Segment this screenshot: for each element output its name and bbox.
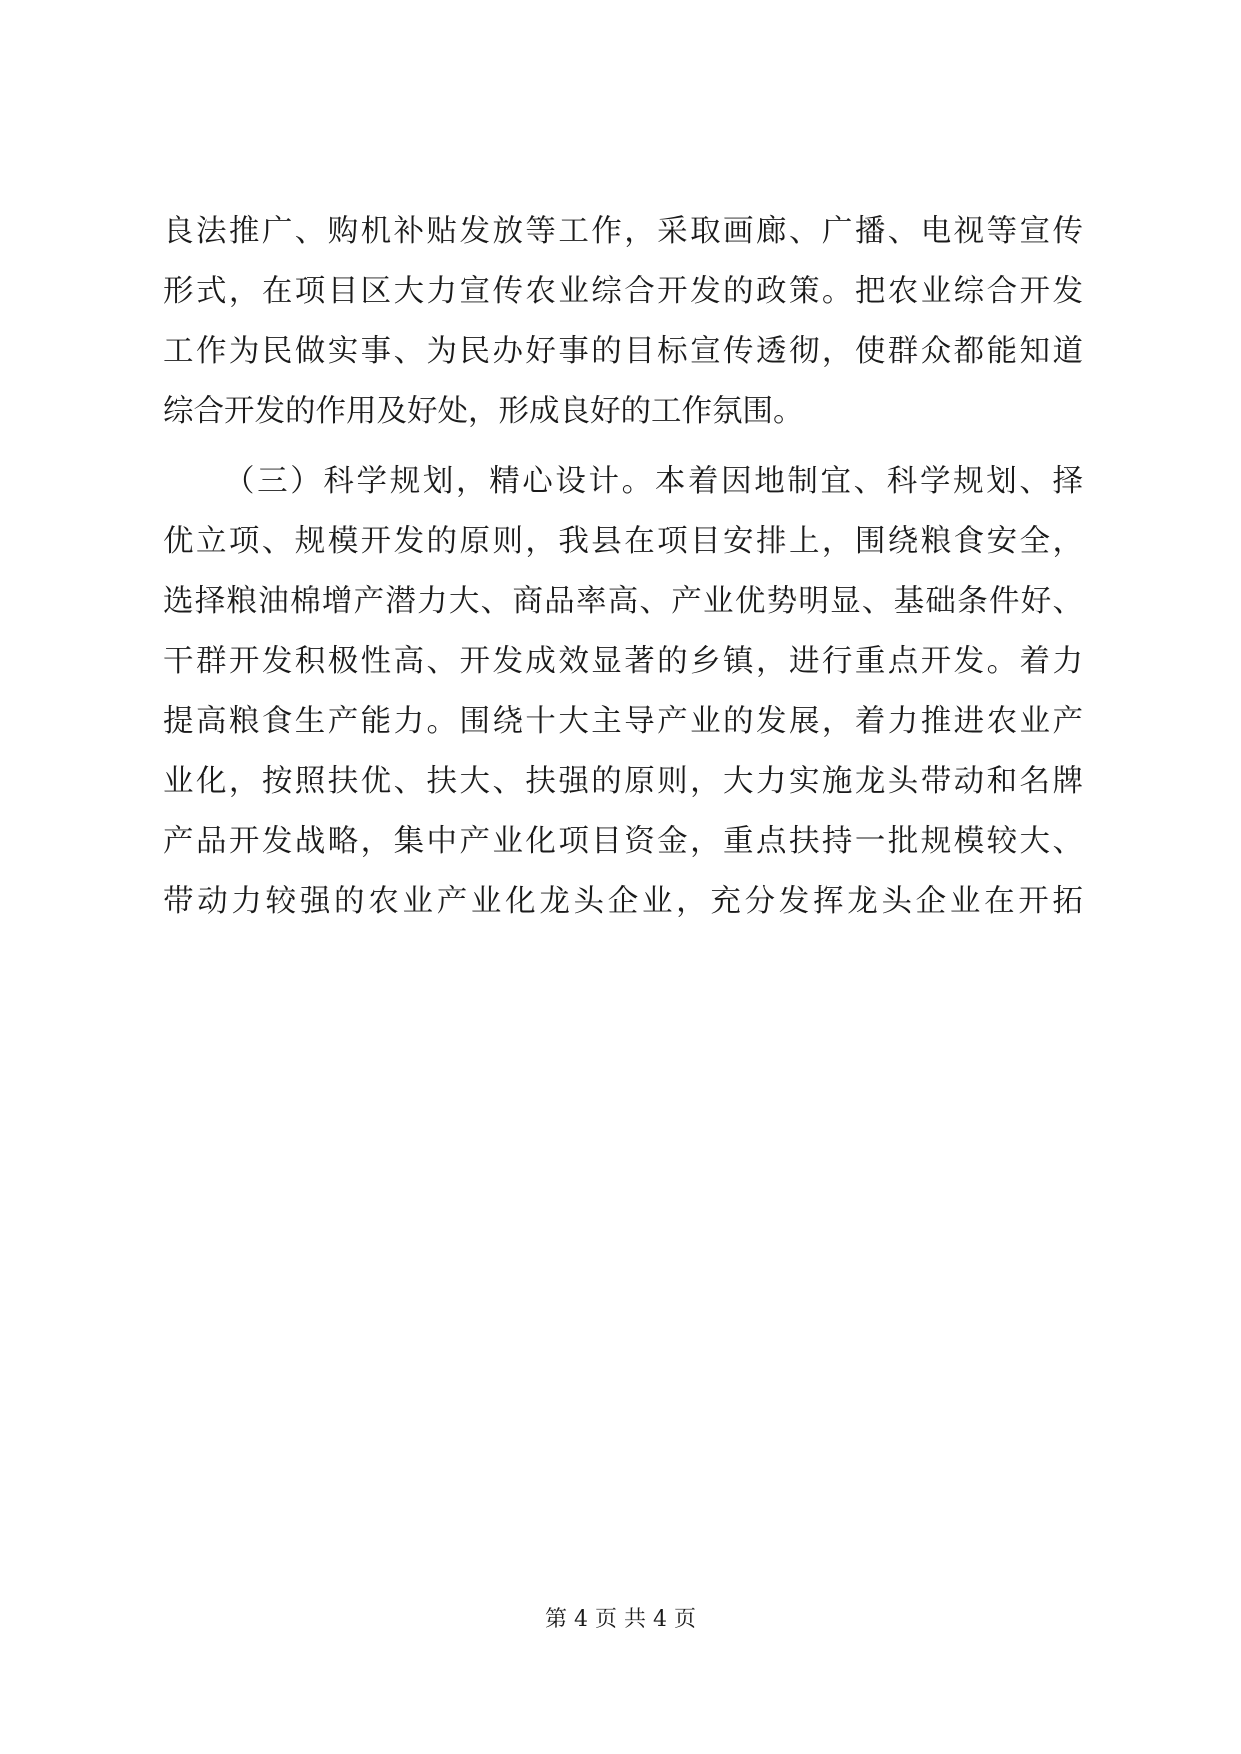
paragraph-line: 干群开发积极性高、开发成效显著的乡镇，进行重点开发。着力 bbox=[163, 644, 1083, 679]
paragraph-line: 带动力较强的农业产业化龙头企业，充分发挥龙头企业在开拓 bbox=[163, 884, 1083, 919]
paragraph-line: 形式，在项目区大力宣传农业综合开发的政策。把农业综合开发 bbox=[163, 274, 1083, 309]
paragraph-line: 工作为民做实事、为民办好事的目标宣传透彻，使群众都能知道 bbox=[163, 334, 1083, 369]
paragraph-line: 产品开发战略，集中产业化项目资金，重点扶持一批规模较大、 bbox=[163, 824, 1083, 859]
page-number-footer: 第 4 页 共 4 页 bbox=[545, 1607, 696, 1632]
paragraph-line: 良法推广、购机补贴发放等工作，采取画廊、广播、电视等宣传 bbox=[163, 214, 1083, 249]
paragraph-heading-line: （三）科学规划，精心设计。本着因地制宜、科学规划、择 bbox=[224, 464, 1083, 499]
paragraph-line: 选择粮油棉增产潜力大、商品率高、产业优势明显、基础条件好、 bbox=[163, 584, 1083, 619]
paragraph-line: 业化，按照扶优、扶大、扶强的原则，大力实施龙头带动和名牌 bbox=[163, 764, 1083, 799]
paragraph-line: 提高粮食生产能力。围绕十大主导产业的发展，着力推进农业产 bbox=[163, 704, 1083, 739]
paragraph-line: 优立项、规模开发的原则，我县在项目安排上，围绕粮食安全， bbox=[163, 524, 1083, 559]
paragraph-line: 综合开发的作用及好处，形成良好的工作氛围。 bbox=[163, 394, 804, 429]
